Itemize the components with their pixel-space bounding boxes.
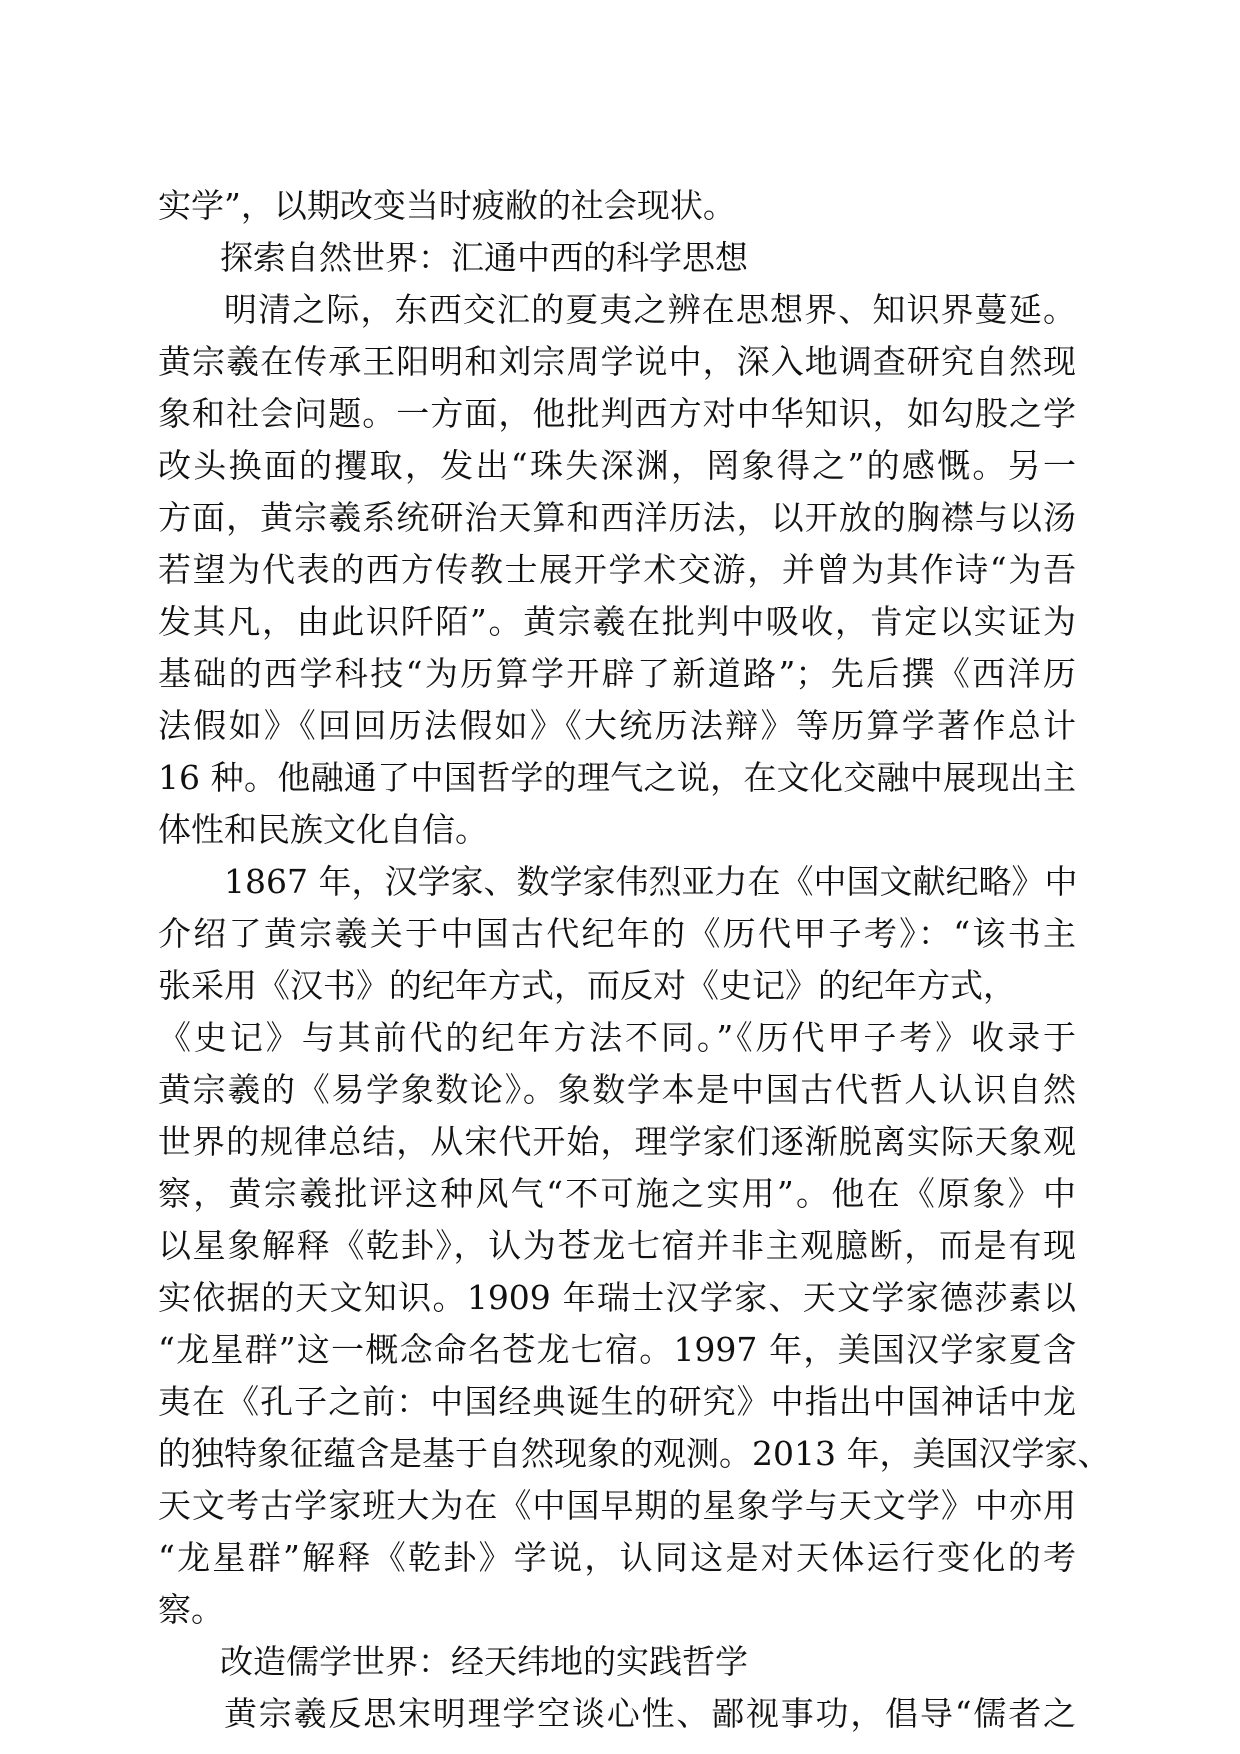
section-heading: 探索自然世界：汇通中西的科学思想 [220,238,748,277]
paragraph-line: 发其凡，由此识阡陌”。黄宗羲在批判中吸收，肯定以实证为 [158,602,1076,641]
paragraph-line: 黄宗羲反思宋明理学空谈心性、鄙视事功，倡导“儒者之 [224,1694,1076,1733]
paragraph-line: 改头换面的攫取，发出“珠失深渊，罔象得之”的感慨。另一 [158,446,1076,485]
paragraph-line: “龙星群”解释《乾卦》学说，认同这是对天体运行变化的考 [158,1538,1076,1577]
paragraph-line: 世界的规律总结，从宋代开始，理学家们逐渐脱离实际天象观 [158,1122,1076,1161]
paragraph-line: 若望为代表的西方传教士展开学术交游，并曾为其作诗“为吾 [158,550,1076,589]
paragraph-line: 夷在《孔子之前：中国经典诞生的研究》中指出中国神话中龙 [158,1382,1076,1421]
paragraph-line: 基础的西学科技“为历算学开辟了新道路”；先后撰《西洋历 [158,654,1076,693]
paragraph-line: 16 种。他融通了中国哲学的理气之说，在文化交融中展现出主 [158,758,1076,797]
paragraph-line: 张采用《汉书》的纪年方式，而反对《史记》的纪年方式， [158,966,1016,1005]
paragraph-line: 以星象解释《乾卦》，认为苍龙七宿并非主观臆断，而是有现 [158,1226,1076,1265]
paragraph-line: 《史记》与其前代的纪年方法不同。”《历代甲子考》收录于 [158,1018,1076,1057]
paragraph-line: 象和社会问题。一方面，他批判西方对中华知识，如勾股之学 [158,394,1076,433]
paragraph-line: 察，黄宗羲批评这种风气“不可施之实用”。他在《原象》中 [158,1174,1076,1213]
paragraph-line: 黄宗羲在传承王阳明和刘宗周学说中，深入地调查研究自然现 [158,342,1076,381]
paragraph-line: 介绍了黄宗羲关于中国古代纪年的《历代甲子考》：“该书主 [158,914,1076,953]
document-page [158,180,1111,1740]
paragraph-line: 实学”，以期改变当时疲敝的社会现状。 [158,186,736,225]
paragraph-line: 明清之际，东西交汇的夏夷之辨在思想界、知识界蔓延。 [224,290,1076,329]
paragraph-line: “龙星群”这一概念命名苍龙七宿。1997 年，美国汉学家夏含 [158,1330,1076,1369]
paragraph-line: 黄宗羲的《易学象数论》。象数学本是中国古代哲人认识自然 [158,1070,1076,1109]
paragraph-line: 天文考古学家班大为在《中国早期的星象学与天文学》中亦用 [158,1486,1076,1525]
paragraph-line: 方面，黄宗羲系统研治天算和西洋历法，以开放的胸襟与以汤 [158,498,1076,537]
paragraph-line: 体性和民族文化自信。 [158,810,488,849]
paragraph-line: 的独特象征蕴含是基于自然现象的观测。2013 年，美国汉学家、 [158,1434,1111,1473]
paragraph-line: 法假如》《回回历法假如》《大统历法辩》等历算学著作总计 [158,706,1076,745]
paragraph-line: 1867 年，汉学家、数学家伟烈亚力在《中国文献纪略》中 [224,862,1078,901]
paragraph-line: 实依据的天文知识。1909 年瑞士汉学家、天文学家德莎素以 [158,1278,1076,1317]
section-heading: 改造儒学世界：经天纬地的实践哲学 [220,1642,748,1681]
paragraph-line: 察。 [158,1590,224,1629]
